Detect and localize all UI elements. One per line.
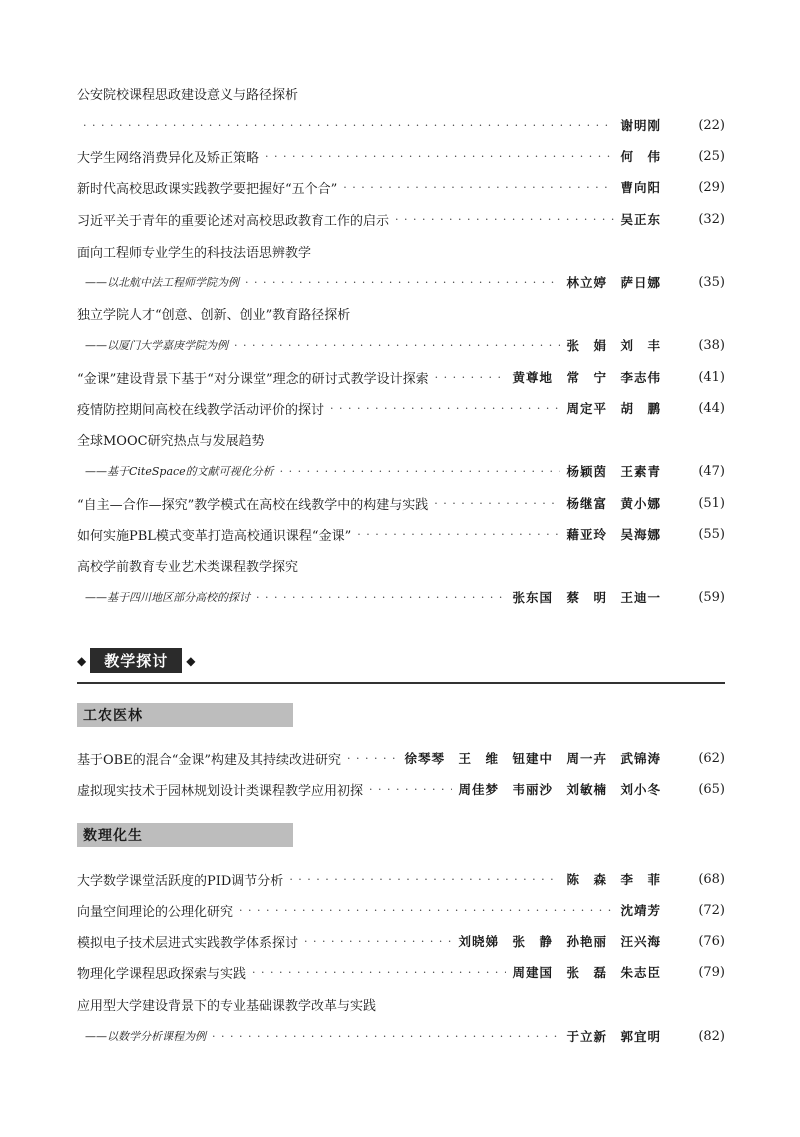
entry-page-number: (29) (698, 179, 725, 195)
entry-authors: 陈 森 李 菲 (566, 872, 661, 887)
toc-entry[interactable] (77, 778, 725, 800)
entry-title: 高校学前教育专业艺术类课程教学探究 (77, 559, 299, 575)
toc-entry[interactable] (77, 523, 725, 545)
toc-entry[interactable] (77, 145, 725, 167)
leader-dots (434, 497, 560, 510)
entry-authors: 黄尊地 常 宁 李志伟 (512, 370, 661, 385)
leader-dots (265, 150, 614, 163)
entry-authors: 何 伟 (620, 149, 661, 164)
entry-authors: 藉亚玲 吴海娜 (566, 527, 661, 542)
entry-page-number: (38) (698, 337, 725, 353)
toc-entry[interactable] (77, 586, 725, 608)
toc-entry[interactable] (77, 899, 725, 921)
toc-entry[interactable] (77, 302, 725, 324)
section-header (77, 648, 195, 673)
toc-entry[interactable] (77, 176, 725, 198)
toc-entry[interactable] (77, 460, 725, 482)
subhead-title: 工农医林 (83, 708, 143, 724)
entry-authors: 徐琴琴 王 维 钮建中 周一卉 武锦涛 (404, 751, 661, 766)
entry-authors: 张 娟 刘 丰 (566, 338, 661, 353)
entry-page-number: (55) (698, 526, 725, 542)
leader-dots (280, 465, 561, 478)
entry-authors: 于立新 郭宜明 (566, 1029, 661, 1044)
entry-page-number: (72) (698, 902, 725, 918)
toc-entry[interactable] (77, 334, 725, 356)
entry-authors: 吴正东 (620, 212, 661, 227)
entry-title: 物理化学课程思政探索与实践 (77, 966, 247, 982)
entry-title: 新时代高校思政课实践教学要把握好“五个合” (77, 181, 338, 197)
entry-page-number: (68) (698, 871, 725, 887)
leader-dots (252, 966, 506, 979)
entry-title: 习近平关于青年的重要论述对高校思政教育工作的启示 (77, 213, 390, 229)
entry-subtitle: ——基于CiteSpace的文献可视化分析 (85, 465, 274, 478)
toc-entry[interactable] (77, 271, 725, 293)
entry-authors: 杨颖茵 王素青 (566, 464, 661, 479)
entry-title: 虚拟现实技术于园林规划设计类课程教学应用初探 (77, 783, 364, 799)
toc-entry[interactable] (77, 747, 725, 769)
entry-page-number: (35) (698, 274, 725, 290)
entry-title: 疫情防控期间高校在线教学活动评价的探讨 (77, 402, 325, 418)
entry-page-number: (82) (698, 1028, 725, 1044)
entry-page-number: (22) (698, 117, 725, 133)
entry-subtitle: ——以北航中法工程师学院为例 (85, 276, 239, 289)
entry-authors: 周佳梦 韦丽沙 刘敏楠 刘小冬 (458, 782, 661, 797)
leader-dots (347, 752, 398, 765)
entry-title: 应用型大学建设背景下的专业基础课教学改革与实践 (77, 998, 377, 1014)
entry-title: 大学数学课堂活跃度的PID调节分析 (77, 873, 284, 889)
entry-page-number: (32) (698, 211, 725, 227)
entry-page-number: (51) (698, 495, 725, 511)
leader-dots (395, 213, 614, 226)
entry-subtitle: ——以数学分析课程为例 (85, 1030, 206, 1043)
leader-dots (256, 591, 506, 604)
entry-authors: 林立婷 萨日娜 (566, 275, 661, 290)
leader-dots (357, 528, 560, 541)
toc-entry[interactable] (77, 492, 725, 514)
entry-title: 独立学院人才“创意、创新、创业”教育路径探析 (77, 307, 351, 323)
leader-dots (83, 119, 614, 132)
entry-subtitle: ——以厦门大学嘉庚学院为例 (85, 339, 228, 352)
entry-title: 基于OBE的混合“金课”构建及其持续改进研究 (77, 752, 341, 768)
entry-title: 面向工程师专业学生的科技法语思辨教学 (77, 245, 312, 261)
entry-page-number: (59) (698, 589, 725, 605)
subhead-shulihuasheng (77, 823, 293, 847)
entry-page-number: (62) (698, 750, 725, 766)
toc-entry[interactable] (77, 554, 725, 576)
leader-dots (234, 339, 560, 352)
entry-title: “自主—合作—探究”教学模式在高校在线教学中的构建与实践 (77, 497, 429, 513)
entry-page-number: (76) (698, 933, 725, 949)
toc-entry[interactable] (77, 961, 725, 983)
toc-entry[interactable] (77, 868, 725, 890)
diamond-icon: ◆ (186, 653, 196, 668)
toc-entry[interactable] (77, 993, 725, 1015)
toc-entry[interactable] (77, 428, 725, 450)
toc-entry[interactable] (77, 930, 725, 952)
entry-title: 模拟电子技术层进式实践教学体系探讨 (77, 935, 299, 951)
entry-title: 公安院校课程思政建设意义与路径探析 (77, 87, 299, 103)
entry-page-number: (25) (698, 148, 725, 164)
entry-page-number: (47) (698, 463, 725, 479)
entry-title: “金课”建设背景下基于“对分课堂”理念的研讨式教学设计探索 (77, 371, 429, 387)
entry-page-number: (41) (698, 369, 725, 385)
leader-dots (369, 783, 452, 796)
subhead-title: 数理化生 (83, 828, 143, 844)
entry-title: 全球MOOC研究热点与发展趋势 (77, 433, 265, 449)
entry-authors: 沈靖芳 (620, 903, 661, 918)
entry-title: 大学生网络消费异化及矫正策略 (77, 150, 260, 166)
section-divider (77, 682, 725, 684)
leader-dots (304, 935, 452, 948)
leader-dots (435, 371, 507, 384)
leader-dots (289, 873, 560, 886)
toc-entry[interactable] (77, 82, 725, 104)
leader-dots (343, 181, 614, 194)
entry-authors: 周定平 胡 鹏 (566, 401, 661, 416)
entry-authors: 刘晓娣 张 静 孙艳丽 汪兴海 (458, 934, 661, 949)
entry-authors: 谢明刚 (620, 118, 661, 133)
entry-subtitle: ——基于四川地区部分高校的探讨 (85, 591, 250, 604)
entry-title: 如何实施PBL模式变革打造高校通识课程“金课” (77, 528, 352, 544)
leader-dots (330, 402, 560, 415)
entry-page-number: (65) (698, 781, 725, 797)
leader-dots (239, 904, 614, 917)
toc-entry[interactable] (77, 240, 725, 262)
diamond-icon: ◆ (77, 653, 87, 668)
entry-authors: 张东国 蔡 明 王迪一 (512, 590, 661, 605)
entry-authors: 曹向阳 (620, 180, 661, 195)
subhead-gongnongyilin (77, 703, 293, 727)
entry-authors: 周建国 张 磊 朱志臣 (512, 965, 661, 980)
entry-page-number: (79) (698, 964, 725, 980)
toc-entry[interactable] (77, 114, 725, 136)
toc-entry[interactable] (77, 397, 725, 419)
entry-authors: 杨继富 黄小娜 (566, 496, 661, 511)
entry-page-number: (44) (698, 400, 725, 416)
toc-entry[interactable] (77, 1025, 725, 1047)
entry-title: 向量空间理论的公理化研究 (77, 904, 234, 920)
section-title: 教学探讨 (90, 648, 182, 673)
leader-dots (212, 1030, 560, 1043)
toc-entry[interactable] (77, 366, 725, 388)
toc-entry[interactable] (77, 208, 725, 230)
leader-dots (245, 276, 560, 289)
